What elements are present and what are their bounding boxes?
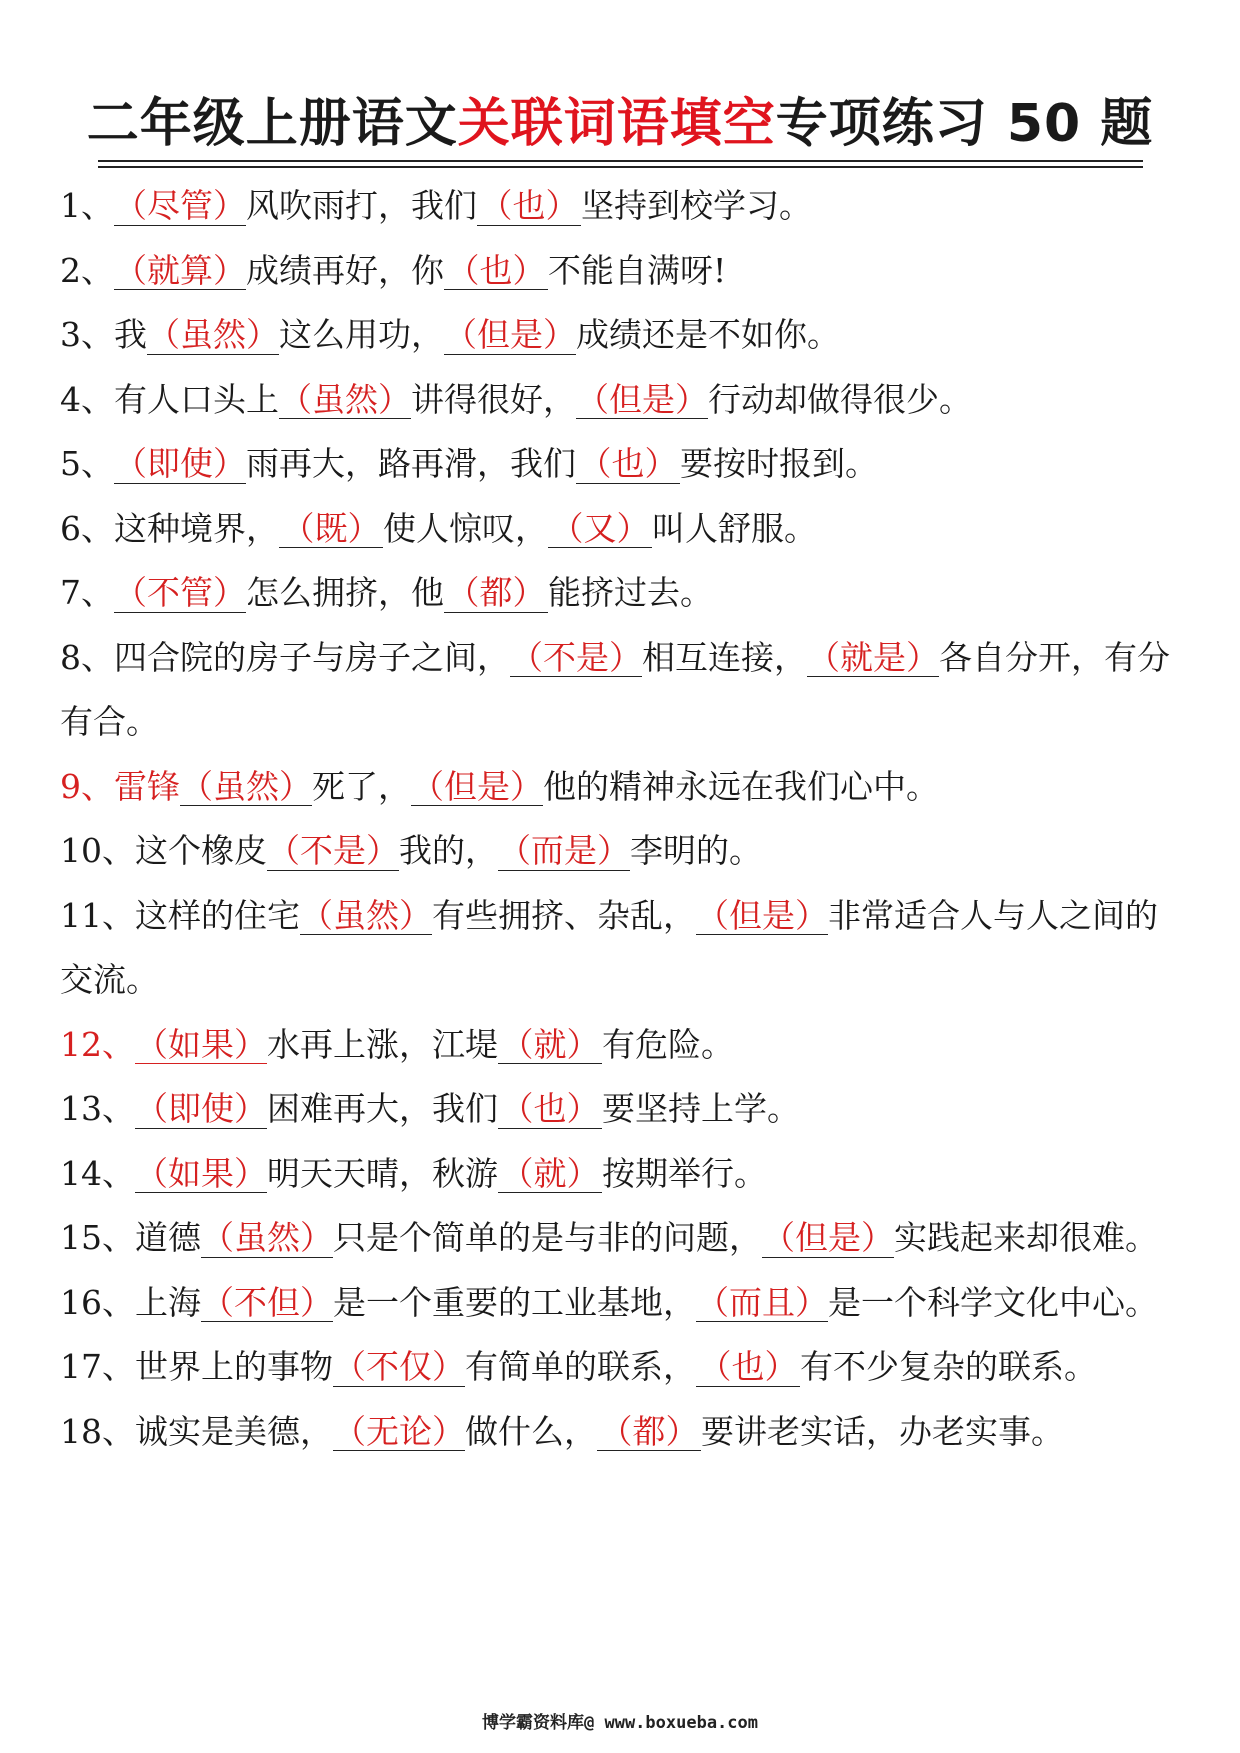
exercise-item xyxy=(60,1400,1185,1465)
answer-blank[interactable]: （都） xyxy=(597,1413,701,1452)
answer-blank[interactable]: （也） xyxy=(498,1090,602,1129)
exercise-text: 不能自满呀! xyxy=(548,250,727,290)
answer-blank[interactable]: （但是） xyxy=(696,895,828,935)
answer-blank[interactable]: （不是） xyxy=(510,637,642,677)
exercise-text: 3、我 xyxy=(60,315,147,354)
exercise-text: 李明的。 xyxy=(630,831,762,870)
answer-blank[interactable]: （也） xyxy=(444,252,548,291)
exercise-item xyxy=(60,174,1185,239)
exercise-item xyxy=(60,1206,1185,1271)
answer-blank[interactable]: （但是） xyxy=(576,379,708,419)
answer-blank[interactable]: （不是） xyxy=(267,831,399,870)
exercise-text: 11、这样的住宅 xyxy=(60,895,300,935)
exercise-item xyxy=(60,884,1185,1013)
exercise-item xyxy=(60,239,1185,304)
title-rule-top xyxy=(98,160,1143,162)
exercise-text: 明天天晴，秋游 xyxy=(267,1153,498,1193)
exercise-text: 1、 xyxy=(60,186,114,225)
exercise-text: 是一个科学文化中心。 xyxy=(828,1282,1158,1322)
exercise-text: 困难再大，我们 xyxy=(267,1089,498,1128)
answer-blank[interactable]: （虽然） xyxy=(279,379,411,419)
answer-blank[interactable]: （不仅） xyxy=(333,1347,465,1386)
exercise-number: 12、 xyxy=(60,1024,135,1064)
exercise-text: 能挤过去。 xyxy=(548,573,713,612)
exercise-text: 14、 xyxy=(60,1153,135,1193)
exercise-text: 相互连接， xyxy=(642,637,807,677)
exercise-item xyxy=(60,432,1185,497)
exercise-item xyxy=(60,755,1185,820)
answer-blank[interactable]: （尽管） xyxy=(114,186,246,225)
exercise-text: 按期举行。 xyxy=(602,1153,767,1193)
exercise-text: 各自分开，有分有合。 xyxy=(60,637,1170,741)
title-part2: 专项练习 50 题 xyxy=(775,94,1154,154)
exercise-text: 只是个简单的是与非的问题， xyxy=(333,1218,762,1257)
answer-blank[interactable]: （都） xyxy=(444,574,548,613)
exercise-text: 有些拥挤、杂乱， xyxy=(432,895,696,935)
answer-blank[interactable]: （而且） xyxy=(696,1282,828,1322)
answer-blank[interactable]: （而是） xyxy=(498,831,630,870)
answer-blank[interactable]: （就） xyxy=(498,1026,602,1065)
answer-blank[interactable]: （无论） xyxy=(333,1411,465,1451)
exercise-item xyxy=(60,497,1185,562)
exercise-text: 实践起来却很难。 xyxy=(894,1218,1158,1257)
exercise-text: 16、上海 xyxy=(60,1282,201,1322)
answer-blank[interactable]: （虽然） xyxy=(180,766,312,806)
exercise-text: 死了， xyxy=(312,766,411,806)
exercise-item xyxy=(60,1335,1185,1400)
exercise-text: 有不少复杂的联系。 xyxy=(800,1347,1097,1386)
answer-blank[interactable]: （但是） xyxy=(444,315,576,354)
exercise-text: 有简单的联系， xyxy=(465,1347,696,1386)
answer-blank[interactable]: （也） xyxy=(477,187,581,226)
exercise-text: 10、这个橡皮 xyxy=(60,831,267,870)
exercise-text: 17、世界上的事物 xyxy=(60,1347,333,1386)
exercise-text: 要讲老实话，办老实事。 xyxy=(701,1411,1064,1451)
exercise-item xyxy=(60,1271,1185,1336)
title-rule-bottom xyxy=(98,166,1143,168)
footer-watermark: 博学霸资料库@ www.boxueba.com xyxy=(482,1713,758,1733)
answer-blank[interactable]: （既） xyxy=(279,510,383,549)
exercise-text: 是一个重要的工业基地， xyxy=(333,1282,696,1322)
answer-blank[interactable]: （也） xyxy=(696,1348,800,1387)
exercise-text: 5、 xyxy=(60,444,114,483)
page-title xyxy=(0,92,1240,156)
answer-blank[interactable]: （不但） xyxy=(201,1282,333,1322)
exercise-item xyxy=(60,368,1185,433)
exercise-text: 水再上涨，江堤 xyxy=(267,1024,498,1064)
exercise-text: 怎么拥挤，他 xyxy=(246,573,444,612)
exercise-item xyxy=(60,1142,1185,1207)
exercise-text: 做什么， xyxy=(465,1411,597,1451)
exercise-item xyxy=(60,303,1185,368)
exercise-text: 13、 xyxy=(60,1089,135,1128)
exercise-text: 7、 xyxy=(60,573,114,612)
exercise-text: 6、这种境界， xyxy=(60,508,279,548)
exercise-item xyxy=(60,561,1185,626)
answer-blank[interactable]: （但是） xyxy=(411,766,543,806)
exercise-item xyxy=(60,819,1185,884)
exercise-text: 坚持到校学习。 xyxy=(581,186,812,225)
answer-blank[interactable]: （虽然） xyxy=(147,315,279,354)
answer-blank[interactable]: （即使） xyxy=(114,444,246,483)
answer-blank[interactable]: （就） xyxy=(498,1155,602,1194)
exercise-item xyxy=(60,1077,1185,1142)
exercise-text: 2、 xyxy=(60,250,114,290)
exercise-text: 叫人舒服。 xyxy=(652,508,817,548)
title-highlight: 关联词语填空 xyxy=(457,94,776,154)
exercise-text: 行动却做得很少。 xyxy=(708,379,972,419)
exercise-text: 非常适合人与人之间的交流。 xyxy=(60,895,1158,999)
exercise-number: 9、雷锋 xyxy=(60,766,180,806)
answer-blank[interactable]: （又） xyxy=(548,510,652,549)
title-part1: 二年级上册语文 xyxy=(86,94,458,154)
exercise-text: 使人惊叹， xyxy=(383,508,548,548)
exercise-text: 成绩再好，你 xyxy=(246,250,444,290)
exercise-text: 8、四合院的房子与房子之间， xyxy=(60,637,510,677)
exercise-text: 风吹雨打，我们 xyxy=(246,186,477,225)
exercise-text: 这么用功， xyxy=(279,315,444,354)
answer-blank[interactable]: （如果） xyxy=(135,1153,267,1193)
exercise-text: 要坚持上学。 xyxy=(602,1089,800,1128)
exercise-text: 要按时报到。 xyxy=(680,444,878,483)
answer-blank[interactable]: （即使） xyxy=(135,1089,267,1128)
answer-blank[interactable]: （虽然） xyxy=(201,1218,333,1257)
answer-blank[interactable]: （不管） xyxy=(114,573,246,612)
exercise-text: 讲得很好， xyxy=(411,379,576,419)
exercise-text: 雨再大，路再滑，我们 xyxy=(246,444,576,483)
exercise-item xyxy=(60,626,1185,755)
exercise-text: 18、诚实是美德， xyxy=(60,1411,333,1451)
answer-blank[interactable]: （就算） xyxy=(114,250,246,290)
exercise-text: 成绩还是不如你。 xyxy=(576,315,840,354)
exercise-text: 我的， xyxy=(399,831,498,870)
exercise-list xyxy=(60,174,1185,1464)
answer-blank[interactable]: （就是） xyxy=(807,637,939,677)
exercise-item xyxy=(60,1013,1185,1078)
exercise-text: 15、道德 xyxy=(60,1218,201,1257)
answer-blank[interactable]: （但是） xyxy=(762,1218,894,1257)
answer-blank[interactable]: （如果） xyxy=(135,1024,267,1064)
exercise-text: 他的精神永远在我们心中。 xyxy=(543,766,939,806)
answer-blank[interactable]: （虽然） xyxy=(300,895,432,935)
exercise-text: 4、有人口头上 xyxy=(60,379,279,419)
exercise-text: 有危险。 xyxy=(602,1024,734,1064)
answer-blank[interactable]: （也） xyxy=(576,445,680,484)
